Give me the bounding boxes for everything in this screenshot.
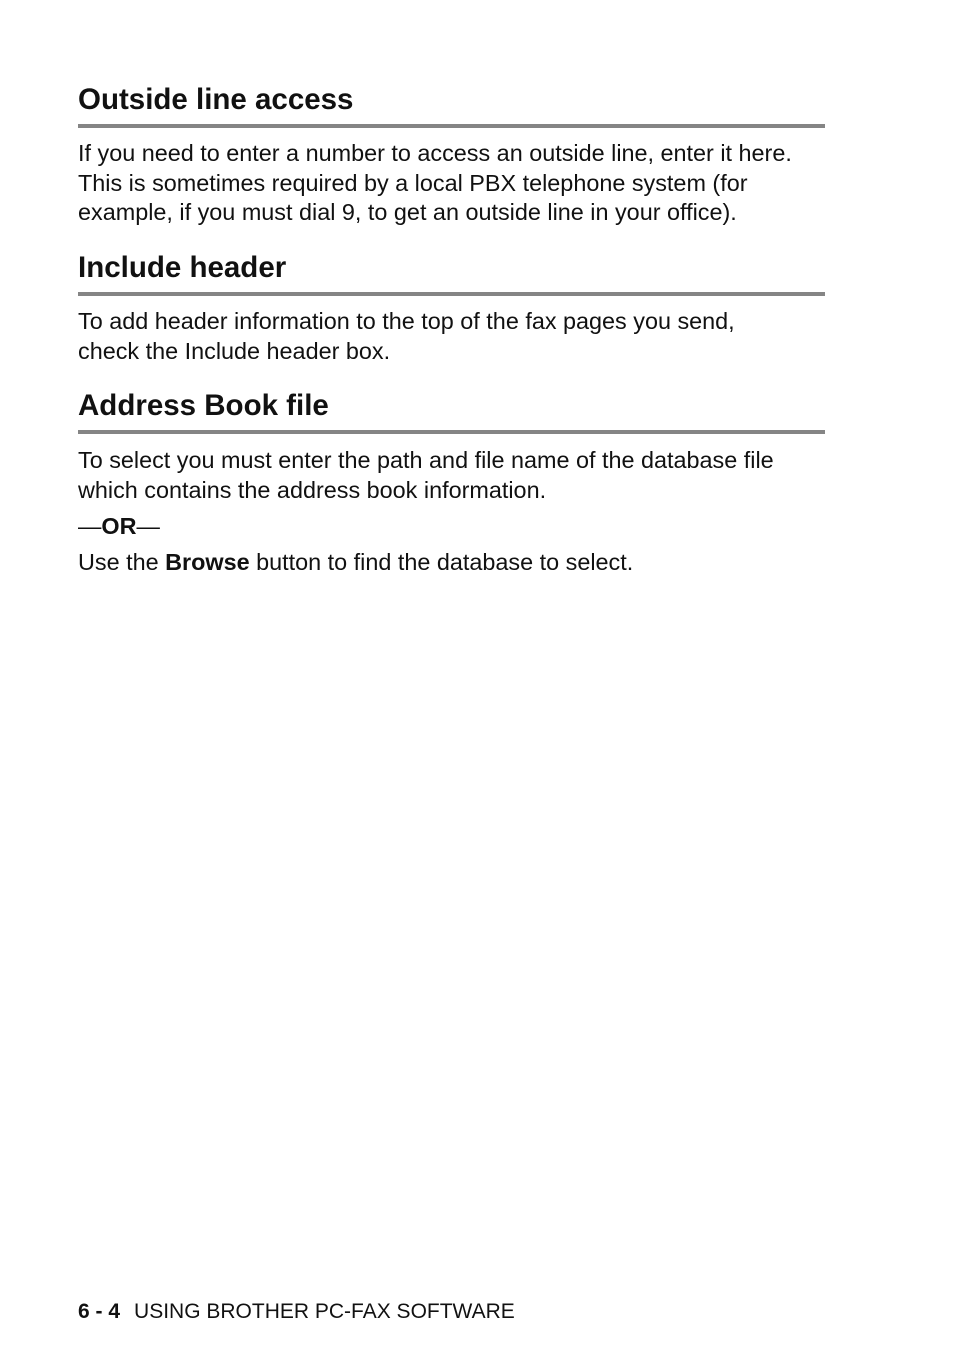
section-title-outside-line-access: Outside line access	[78, 83, 354, 116]
section-rule	[78, 292, 825, 296]
browse-text-after: button to find the database to select.	[249, 549, 634, 575]
body-line: To select you must enter the path and file name of the database file	[78, 447, 774, 473]
or-dash-left: —	[78, 513, 102, 539]
page-number: 6 - 4	[78, 1300, 121, 1323]
section-rule	[78, 124, 825, 128]
browse-button-label: Browse	[165, 549, 250, 575]
body-line: If you need to enter a number to access an outside line, enter it here.	[78, 140, 792, 166]
section-body-address-book-file	[78, 446, 838, 505]
browse-text-before: Use the	[78, 549, 166, 575]
section-title-include-header: Include header	[78, 251, 287, 284]
section-body-outside-line-access	[78, 139, 838, 228]
section-rule	[78, 430, 825, 434]
or-separator	[78, 512, 160, 542]
page-footer	[78, 1298, 515, 1326]
or-dash-right: —	[136, 513, 160, 539]
body-line: This is sometimes required by a local PBX telephone system (for	[78, 169, 748, 196]
section-title-address-book-file: Address Book file	[78, 389, 329, 422]
section-body-include-header	[78, 307, 838, 366]
body-line: which contains the address book information.	[78, 476, 547, 503]
chapter-title: USING BROTHER PC-FAX SOFTWARE	[134, 1300, 515, 1323]
or-word: OR	[101, 513, 137, 539]
browse-instruction	[78, 548, 838, 578]
body-line: To add header information to the top of the fax pages you send,	[78, 308, 735, 334]
body-line: example, if you must dial 9, to get an outside line in your office).	[78, 199, 737, 225]
body-line: check the Include header box.	[78, 337, 391, 364]
